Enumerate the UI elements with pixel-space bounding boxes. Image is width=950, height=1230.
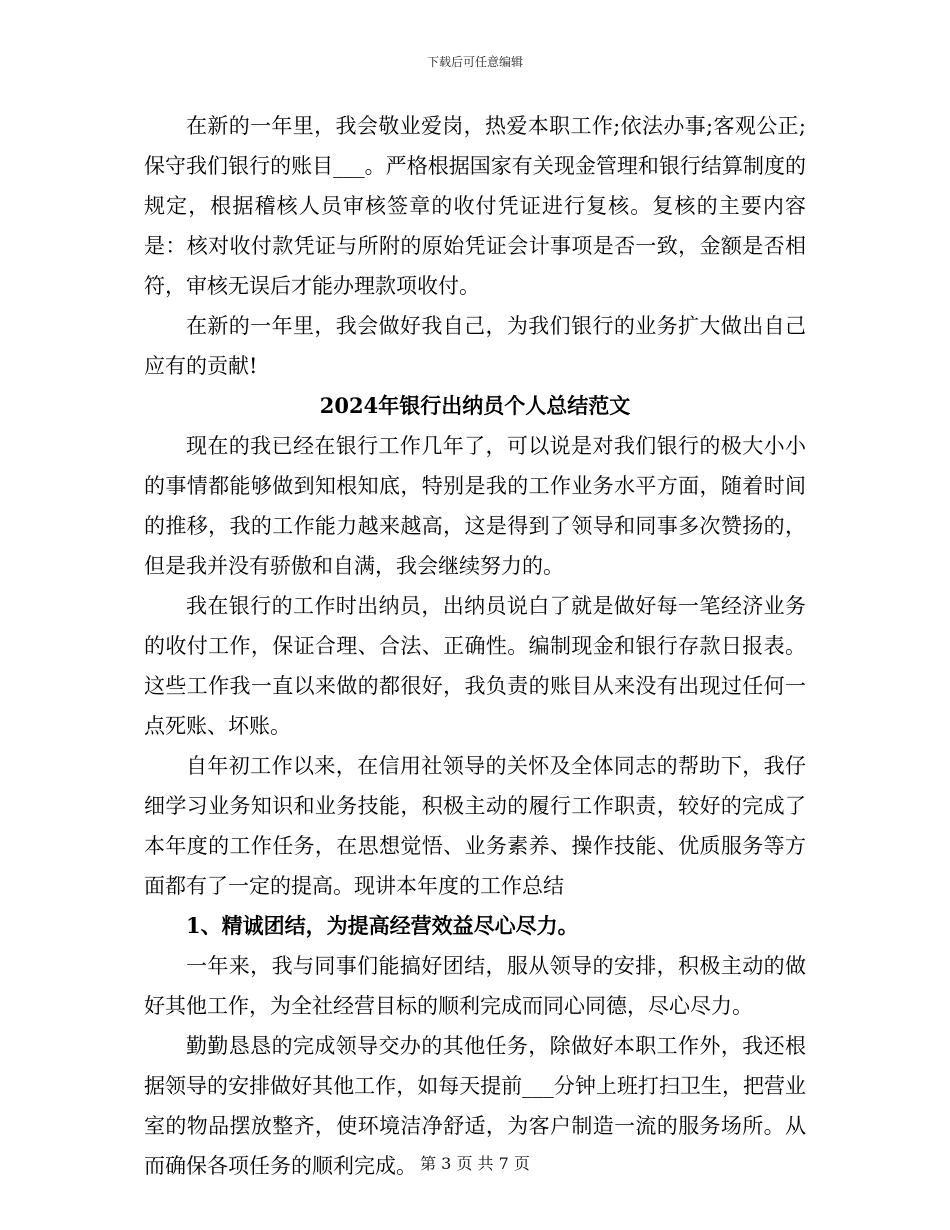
- paragraph-experience: 现在的我已经在银行工作几年了，可以说是对我们银行的极大小小的事情都能够做到知根知底，特别是我的工作业务水平方面，随着时间的推移，我的工作能力越来越高，这是得到了领导和同事多次赞扬的，但是我并没有骄傲和自满，我会继续努力的。: [144, 434, 806, 578]
- paragraph-intro-contribution: 在新的一年里，我会做好我自己，为我们银行的业务扩大做出自己应有的贡献!: [144, 314, 806, 378]
- paragraph-teamwork: 一年来，我与同事们能搞好团结，服从领导的安排，积极主动的做好其他工作，为全社经营目标的顺利完成而同心同德，尽心尽力。: [144, 954, 806, 1018]
- page-header: 下载后可任意编辑: [426, 55, 523, 69]
- page-number: 第 3 页 共 7 页: [420, 1154, 530, 1173]
- section-heading-1: 1、精诚团结，为提高经营效益尽心尽力。: [186, 913, 579, 938]
- paragraph-diligence: 勤勤恳恳的完成领导交办的其他任务，除做好本职工作外，我还根据领导的安排做好其他工作，如每天提前___分钟上班打扫卫生，把营业室的物品摆放整齐，使环境洁净舒适，为客户制造一流的服务场所。从而确保各项任务的顺利完成。: [144, 1034, 806, 1178]
- paragraph-year-summary: 自年初工作以来，在信用社领导的关怀及全体同志的帮助下，我仔细学习业务知识和业务技能，积极主动的履行工作职责，较好的完成了本年度的工作任务，在思想觉悟、业务素养、操作技能、优质服务等方面都有了一定的提高。现讲本年度的工作总结: [144, 754, 806, 898]
- paragraph-intro-duties: 在新的一年里，我会敬业爱岗，热爱本职工作;依法办事;客观公正;保守我们银行的账目___。严格根据国家有关现金管理和银行结算制度的规定，根据稽核人员审核签章的收付凭证进行复核。复核的主要内容是：核对收付款凭证与所附的原始凭证会计事项是否一致，金额是否相符，审核无误后才能办理款项收付。: [144, 114, 806, 298]
- document-body: [144, 106, 806, 1186]
- document-title: 2024年银行出纳员个人总结范文: [319, 393, 631, 418]
- paragraph-cashier-role: 我在银行的工作时出纳员，出纳员说白了就是做好每一笔经济业务的收付工作，保证合理、合法、正确性。编制现金和银行存款日报表。这些工作我一直以来做的都很好，我负责的账目从来没有出现过任何一点死账、坏账。: [144, 594, 806, 738]
